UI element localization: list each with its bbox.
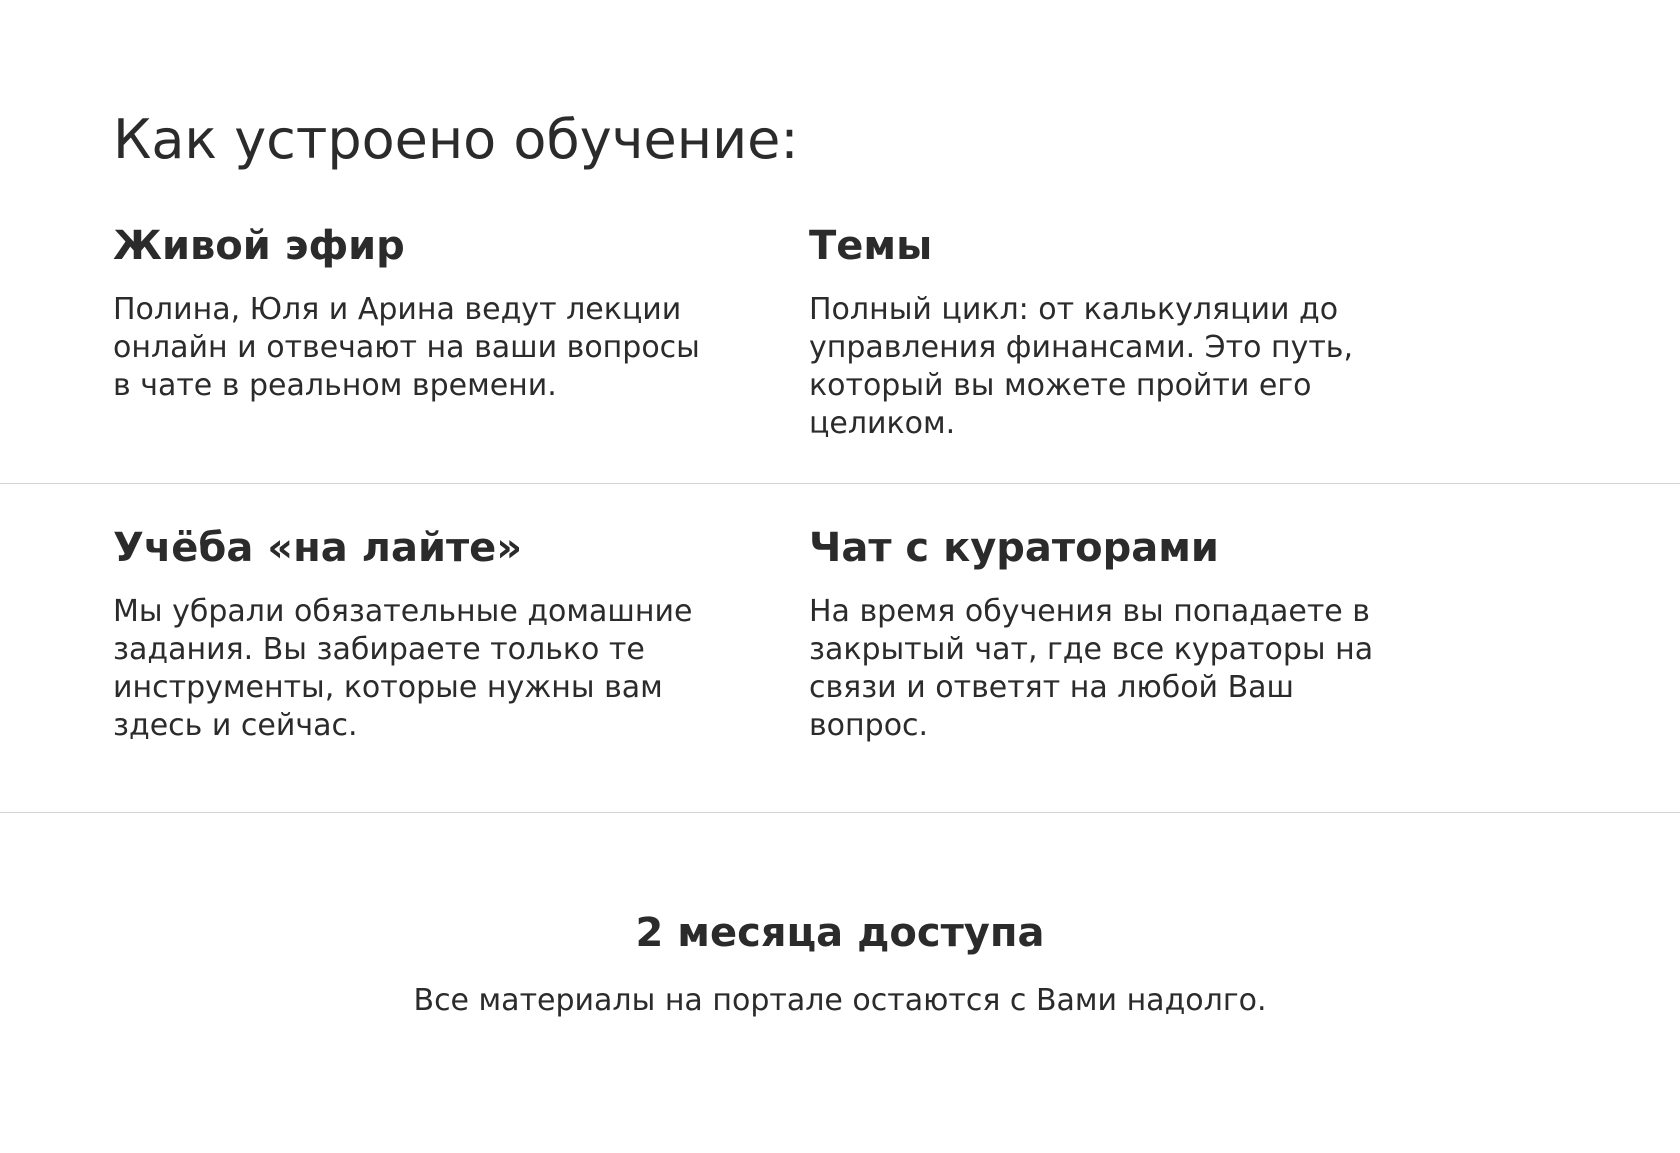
section-divider xyxy=(0,812,1680,813)
feature-title: Живой эфир xyxy=(113,223,405,269)
feature-topics xyxy=(809,221,1409,443)
feature-live-broadcast xyxy=(113,221,713,405)
feature-description: Полный цикл: от калькуляции до управления финансами. Это путь, который вы можете пройти его целиком. xyxy=(809,292,1354,441)
feature-title: Чат с кураторами xyxy=(809,525,1219,571)
section-divider xyxy=(0,483,1680,484)
access-title: 2 месяца доступа xyxy=(635,910,1045,956)
feature-description: На время обучения вы попадаете в закрытый чат, где все кураторы на связи и ответят на любой Ваш вопрос. xyxy=(809,594,1374,743)
feature-description: Мы убрали обязательные домашние задания. Вы забираете только те инструменты, которые нужны вам здесь и сейчас. xyxy=(113,594,693,743)
feature-light-study xyxy=(113,523,713,745)
feature-title: Учёба «на лайте» xyxy=(113,525,523,571)
page-title: Как устроено обучение: xyxy=(113,108,799,171)
feature-title: Темы xyxy=(809,223,933,269)
access-description: Все материалы на портале остаются с Вами надолго. xyxy=(413,983,1267,1018)
feature-curator-chat xyxy=(809,523,1409,745)
feature-description: Полина, Юля и Арина ведут лекции онлайн и отвечают на ваши вопросы в чате в реальном времени. xyxy=(113,292,700,403)
